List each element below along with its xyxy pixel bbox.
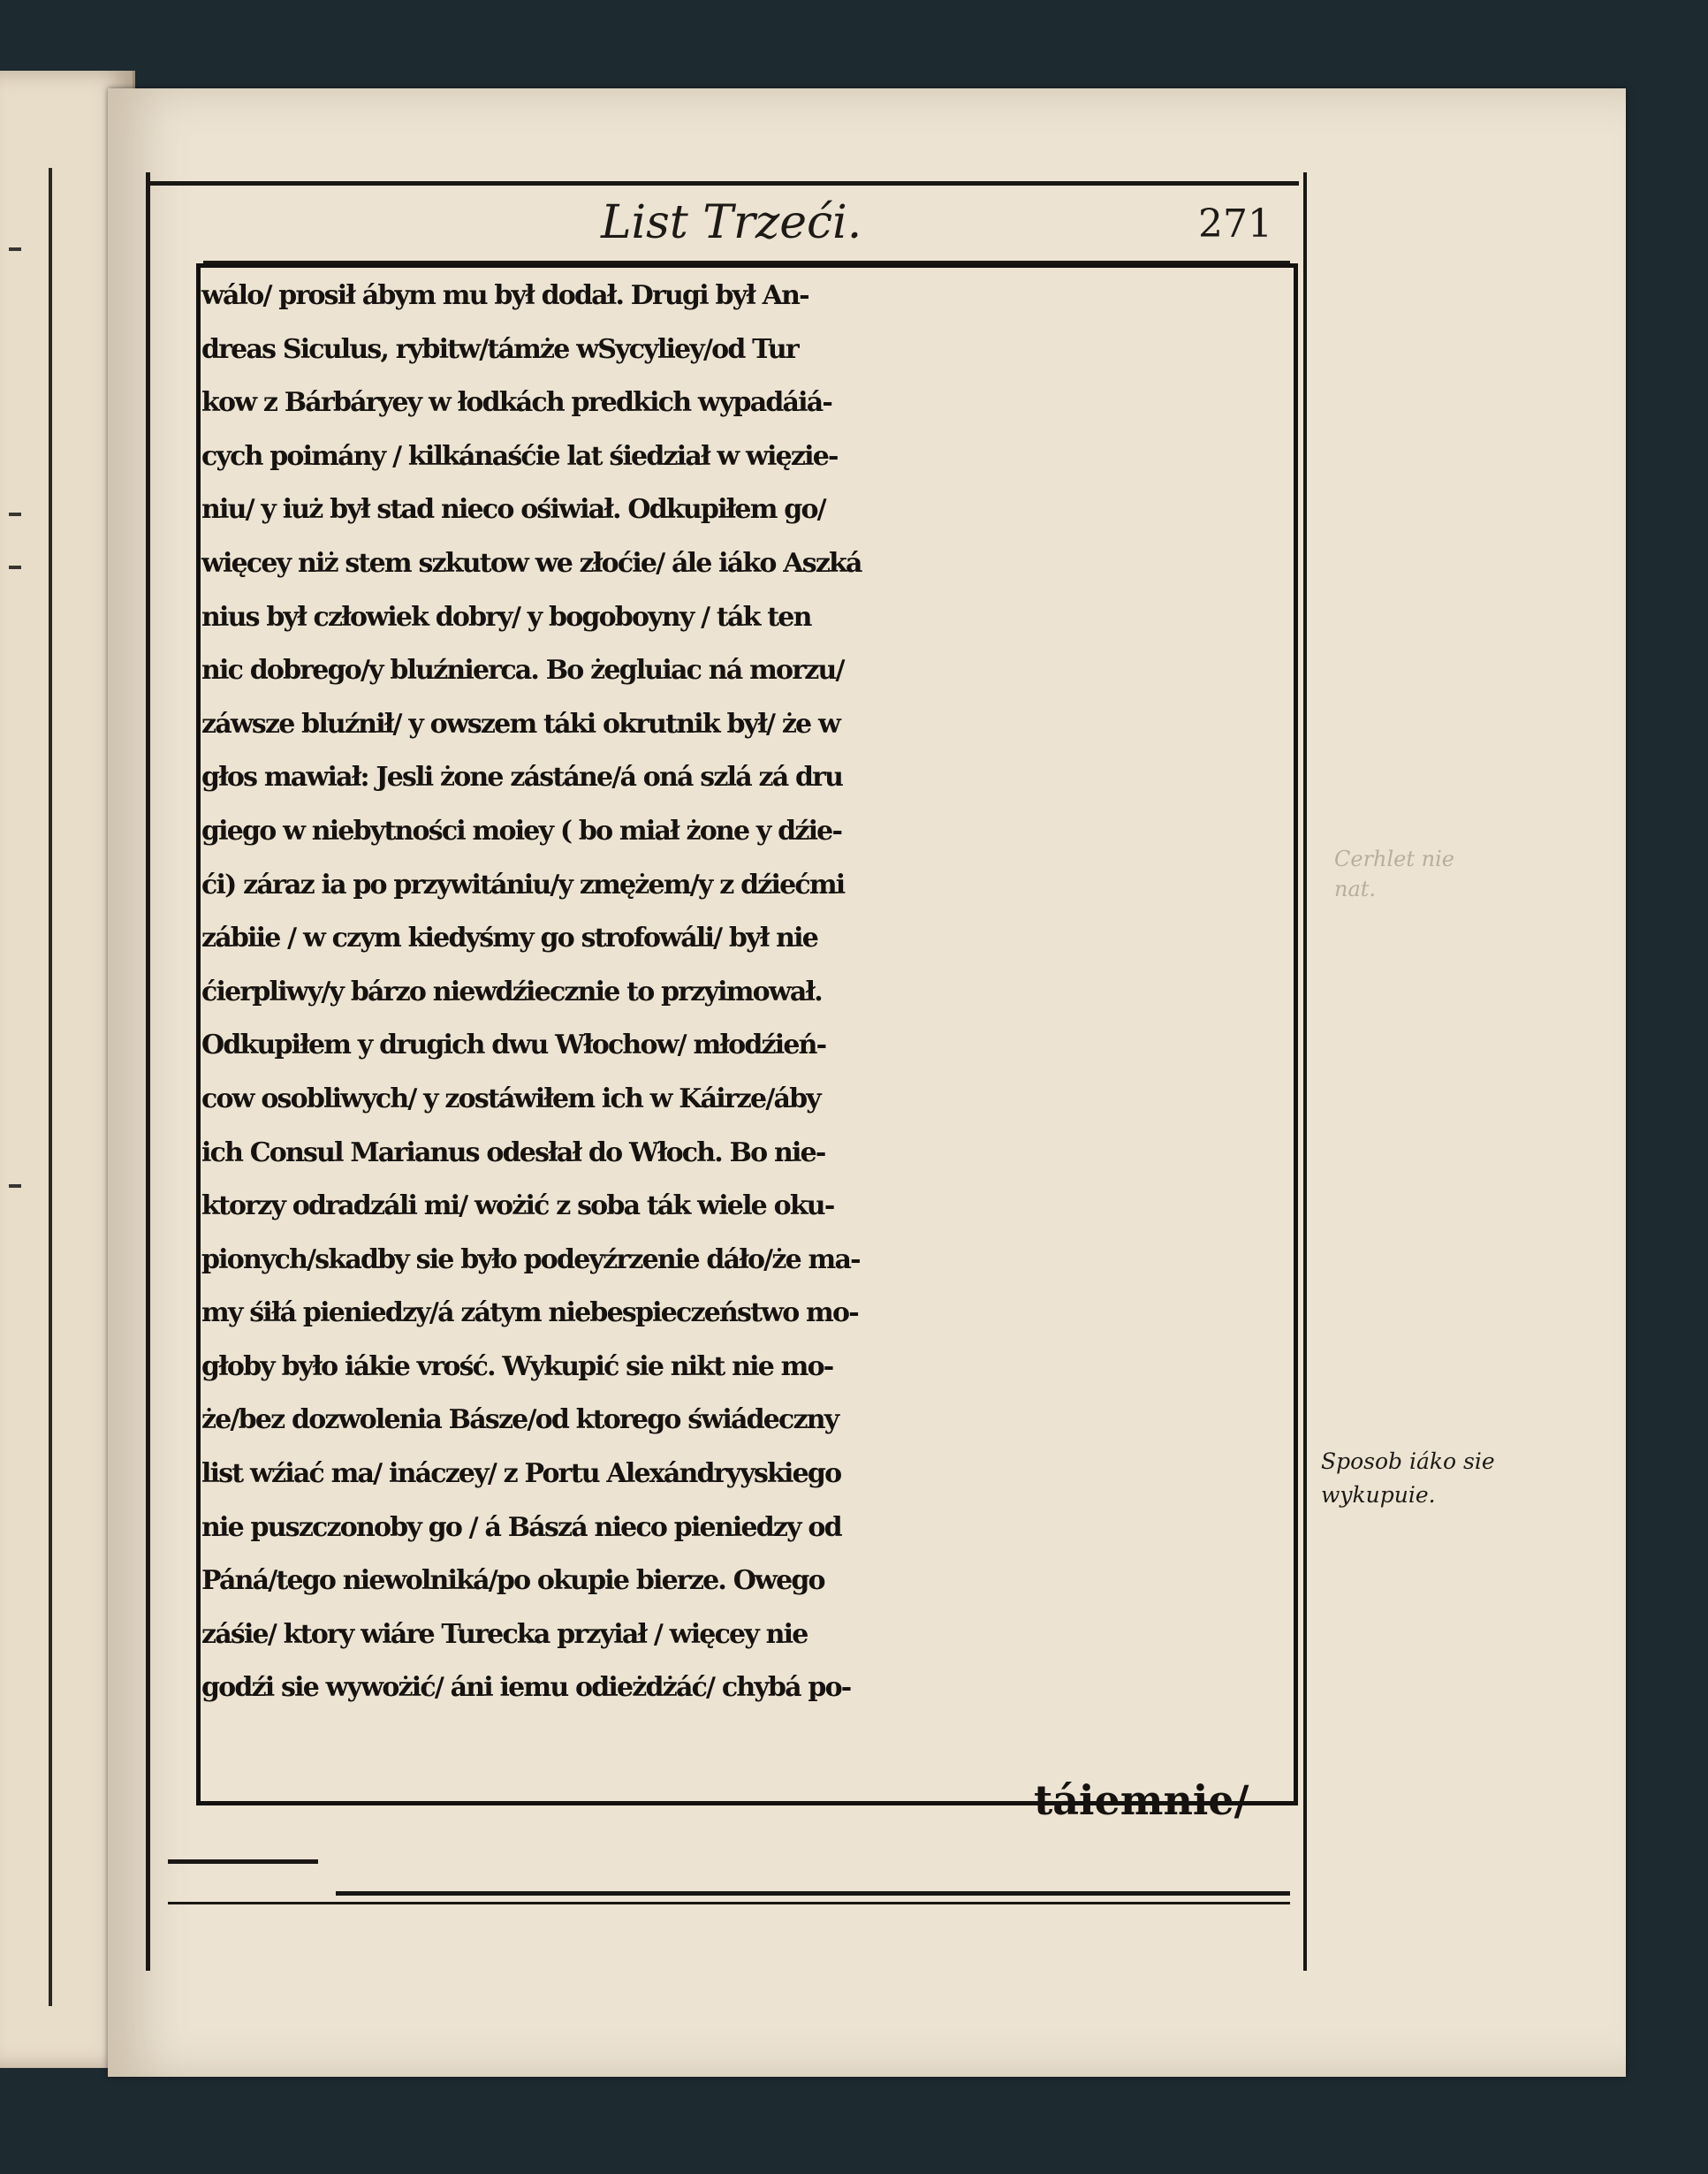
text-line: giego w niebytności moiey ( bo miał żone y dźie-: [201, 815, 842, 847]
frame-top-rule: [150, 181, 1299, 186]
left-page-rule: [49, 168, 52, 2006]
text-line: Páná/tego niewolniká/po okupie bierze. Owego: [201, 1565, 824, 1597]
text-line: ći) záraz ia po przywitániu/y zmężem/y z dźiećmi: [201, 869, 845, 901]
left-page-mark: [9, 247, 21, 251]
text-line: głos mawiał: Jesli żone zástáne/á oná szlá zá dru: [201, 762, 843, 794]
show-through-line: Cerhlet nie: [1334, 847, 1454, 871]
running-head: [150, 196, 1299, 258]
left-page-mark: [9, 566, 21, 569]
catchword: táiemnie/: [1034, 1776, 1249, 1824]
text-line: cow osobliwych/ y zostáwiłem ich w Káirze/áby: [201, 1083, 820, 1114]
text-line: więcey niż stem szkutow we złoćie/ ále iáko Aszká: [201, 547, 862, 579]
text-line: godźi sie wywożić/ áni iemu odieżdżáć/ chybá po-: [201, 1672, 851, 1704]
marginal-note-line: Sposob iáko sie: [1321, 1448, 1495, 1474]
text-line: nie puszczonoby go / á Bászá nieco pieniedzy od: [201, 1511, 841, 1543]
text-line: ich Consul Marianus odesłał do Włoch. Bo nie-: [201, 1136, 825, 1168]
text-line: cych poimány / kilkánaśćie lat śiedział w więzie-: [201, 440, 838, 472]
text-line: niu/ y iuż był stad nieco ośiwiał. Odkupiłem go/: [201, 494, 825, 526]
text-line: ćierpliwy/y bárzo niewdźiecznie to przyimował.: [201, 976, 822, 1007]
text-line: nius był człowiek dobry/ y bogoboyny / ták ten: [201, 601, 811, 633]
text-line: głoby było iákie vrość. Wykupić sie nikt nie mo-: [201, 1350, 833, 1382]
text-line: list wźiać ma/ ináczey/ z Portu Alexándryyskiego: [201, 1458, 841, 1490]
text-line: wálo/ prosił ábym mu był dodał. Drugi był An-: [201, 280, 808, 311]
text-line: nic dobrego/y bluźnierca. Bo żegluiac ná morzu/: [201, 655, 844, 687]
text-line: ktorzy odradzáli mi/ wożić z soba ták wiele oku-: [201, 1190, 834, 1222]
body-text: [201, 270, 1284, 1715]
footer-rule-thin: [168, 1902, 1290, 1904]
text-line: że/bez dozwolenia Básze/od ktorego świádeczny: [201, 1404, 839, 1436]
text-line: záśie/ ktory wiáre Turecka przyiał / więcey nie: [201, 1618, 808, 1650]
left-page-mark: [9, 513, 21, 516]
marginal-note: [1321, 1445, 1495, 1512]
text-line: kow z Bárbáryey w łodkách predkich wypadáiá-: [201, 387, 832, 419]
footer-rule-short: [168, 1859, 318, 1864]
text-line: dreas Siculus, rybitw/támże wSycyliey/od Tur: [201, 333, 798, 365]
running-head-title: List Trzeći.: [601, 196, 862, 249]
text-line: zábiie / w czym kiedyśmy go strofowáli/ był nie: [201, 923, 818, 954]
text-line: Odkupiłem y drugich dwu Włochow/ młodźień-: [201, 1030, 826, 1061]
left-page-mark: [9, 1184, 21, 1188]
marginal-note-line: wykupuie.: [1321, 1482, 1436, 1508]
text-line: záwsze bluźnił/ y owszem táki okrutnik był/ że w: [201, 708, 840, 740]
show-through-note: [1334, 844, 1454, 904]
text-line: pionych/skadby sie było podeyźrzenie dáło/że ma-: [201, 1243, 860, 1275]
show-through-line: nat.: [1334, 877, 1377, 901]
page-number: 271: [1198, 201, 1272, 247]
text-line: my śiłá pieniedzy/á zátym niebespieczeństwo mo-: [201, 1297, 858, 1329]
footer-rule-long: [336, 1891, 1290, 1896]
